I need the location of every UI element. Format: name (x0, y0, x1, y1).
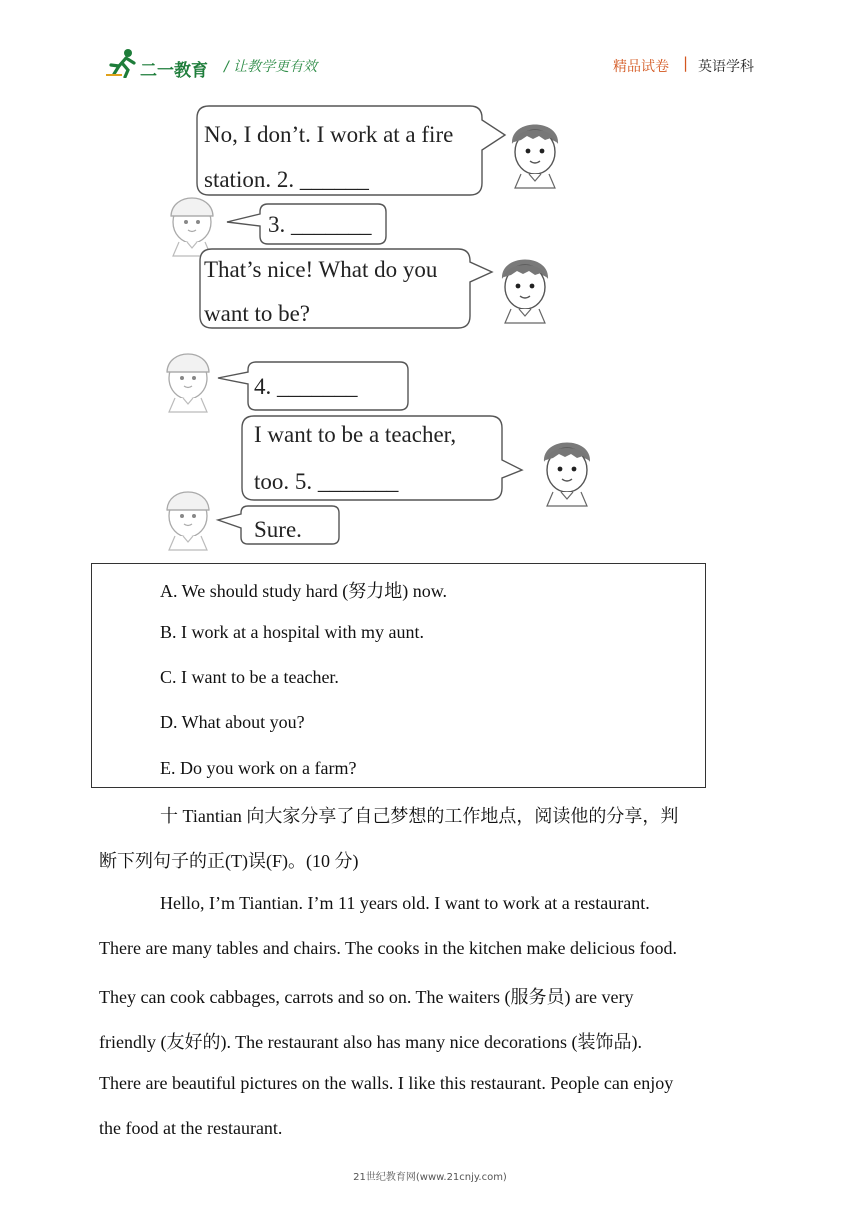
tag-separator: | (683, 54, 689, 72)
section-10-instruction-line-2: 断下列句子的正(T)误(F)。(10 分) (99, 851, 359, 871)
passage-line-2: There are many tables and chairs. The cooks in the kitchen make delicious food. (99, 938, 677, 958)
logo-text: 二一教育 (140, 61, 208, 81)
section-10-instruction-line-1: 十 Tiantian 向大家分享了自己梦想的工作地点，阅读他的分享，判 (160, 806, 679, 826)
bubble-3-line-2: want to be? (204, 301, 311, 326)
option-c: C. I want to be a teacher. (160, 667, 339, 687)
passage-line-4: friendly (友好的). The restaurant also has many nice decorations (装饰品). (99, 1032, 643, 1052)
boy-avatar-3 (544, 443, 590, 507)
passage-line-6: the food at the restaurant. (99, 1118, 283, 1138)
option-b: B. I work at a hospital with my aunt. (160, 622, 424, 642)
slogan: / 让教学更有效 (224, 59, 318, 75)
girl-avatar-1 (171, 198, 213, 256)
girl-avatar-2 (167, 354, 209, 412)
girl-avatar-3 (167, 492, 209, 550)
passage-line-3: They can cook cabbages, carrots and so on. The waiters (服务员) are very (99, 987, 634, 1007)
option-e: E. Do you work on a farm? (160, 758, 357, 778)
bubble-1-line-1: No, I don’t. I work at a fire (204, 122, 454, 147)
bubble-5-line-1: I want to be a teacher, (254, 422, 457, 447)
passage-line-5: There are beautiful pictures on the walls. I like this restaurant. People can enjoy (99, 1073, 674, 1093)
option-d: D. What about you? (160, 712, 305, 732)
page-footer: 21世纪教育网(www.21cnjy.com) (353, 1172, 507, 1183)
tag-subject: 英语学科 (698, 59, 754, 75)
option-a: A. We should study hard (努力地) now. (160, 581, 448, 601)
bubble-2-line-1: 3. _______ (268, 212, 372, 237)
bubble-3-line-1: That’s nice! What do you (204, 257, 438, 282)
bubble-5-line-2: too. 5. _______ (254, 469, 399, 494)
bubble-1-line-2: station. 2. ______ (204, 167, 369, 192)
boy-avatar-1 (512, 125, 558, 189)
boy-avatar-2 (502, 260, 548, 324)
passage-line-1: Hello, I’m Tiantian. I’m 11 years old. I want to work at a restaurant. (160, 893, 650, 913)
bubble-4-line-1: 4. _______ (254, 374, 358, 399)
tag-quality-paper: 精品试卷 (613, 59, 669, 75)
bubble-6-line-1: Sure. (254, 517, 302, 542)
